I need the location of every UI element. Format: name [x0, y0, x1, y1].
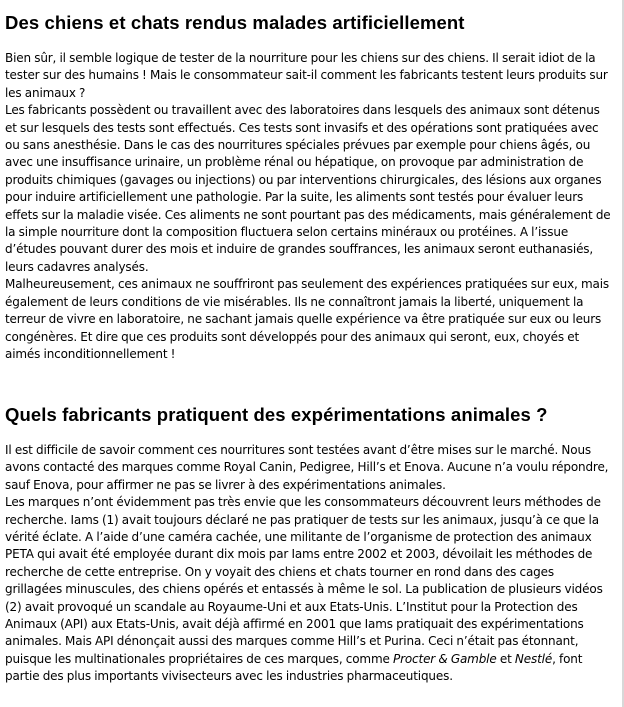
paragraph-2-end-text: , font partie des plus importants vivisecteurs avec les industries pharmaceutiques. [5, 651, 583, 684]
paragraph-2-main-text: Les marques n’ont évidemment pas très envie que les consommateurs découvrent leurs méthodes de recherche. Iams (1) avait toujours déclaré ne pas pratiquer de tests sur les animaux, jusqu’à ce que la vérité éclate. A l’aide d’une caméra cachée, une militante de l’organisme de protection des animaux PETA qui avait été employée durant dix mois par Iams entre 2002 et 2003, dévoilait les méthodes de recherche de cette entreprise. On y voyait des chiens et chats tourner en rond dans des cages grillagées minuscules, des chiens opérés et entassés à même le sol. La publication de plusieurs vidéos (2) avait provoqué un scandale au Royaume-Uni et aux Etats-Unis. L’Institut pour la Protection des Animaux (API) aux Etats-Unis, avait déjà affirmé en 2001 que Iams pratiquait des expérimentations animales. Mais API dénonçait aussi des marques comme Hill’s et Purina. Ceci n’était pas étonnant, puisque les multinationales propriétaires de ces marques, comme [5, 495, 603, 666]
brand-procter-gamble: Procter & Gamble [393, 651, 497, 666]
article-section-2 [5, 404, 613, 686]
section-2-body [5, 442, 613, 686]
section-2-paragraph-2 [5, 494, 613, 685]
conjunction-text: et [496, 651, 515, 666]
section-1-paragraph-2: Les fabricants possèdent ou travaillent avec des laboratoires dans lesquels des animaux sont détenus et sur lesquels des tests sont effectués. Ces tests sont invasifs et des opérations sont pratiquées avec ou sans anesthésie. Dans le cas des nourritures spéciales prévues par exemple pour chiens âgés, ou avec une insuffisance urinaire, un problème rénal ou hépatique, on provoque par administration de produits chimiques (gavages ou injections) ou par interventions chirurgicales, des lésions aux organes pour induire artificiellement une pathologie. Par la suite, les aliments sont testés pour évaluer leurs effets sur la maladie visée. Ces aliments ne sont pourtant pas des médicaments, mais généralement de la simple nourriture dont la composition fluctuera selon certains minéraux ou protéines. A l’issue d’études pouvant durer des mois et induire de grandes souffrances, les animaux seront euthanasiés, leurs cadavres analysés. [5, 103, 611, 274]
article-section-1 [5, 12, 613, 363]
section-2-paragraph-1: Il est difficile de savoir comment ces nourritures sont testées avant d’être mises sur le marché. Nous avons contacté des marques comme Royal Canin, Pedigree, Hill’s et Enova. Aucune n’a voulu répondre, sauf Enova, pour affirmer ne pas se livrer à des expérimentations animales. [5, 443, 609, 492]
section-1-paragraph-3: Malheureusement, ces animaux ne souffriront pas seulement des expériences pratiquées sur eux, mais également de leurs conditions de vie misérables. Ils ne connaîtront jamais la liberté, uniquement la terreur de vivre en laboratoire, ne sachant jamais quelle expérience va être pratiquée sur eux ou leurs congénères. Et dire que ces produits sont développés pour des animaux qui seront, eux, choyés et aimés inconditionnellement ! [5, 277, 609, 361]
brand-nestle: Nestlé [514, 651, 553, 666]
section-1-paragraph-1: Bien sûr, il semble logique de tester de la nourriture pour les chiens sur des chiens. Il serait idiot de la tester sur des humains ! Mais le consommateur sait-il comment les fabricants testent leurs produits sur les animaux ? [5, 51, 608, 100]
section-1-body [5, 50, 613, 363]
section-1-heading: Des chiens et chats rendus malades artificiellement [5, 12, 465, 33]
section-2-heading: Quels fabricants pratiquent des expérimentations animales ? [5, 404, 548, 425]
